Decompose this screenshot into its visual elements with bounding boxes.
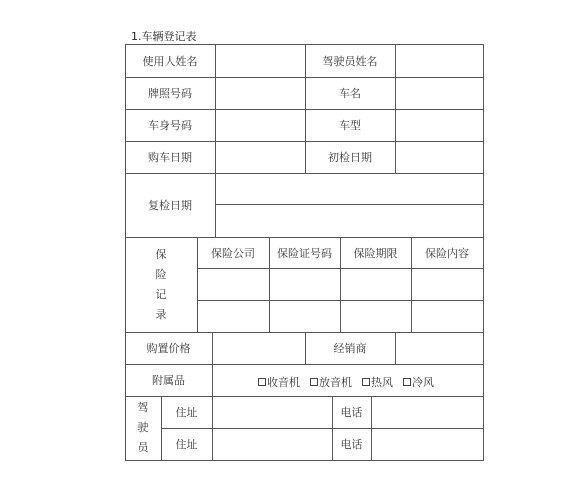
option-label: 放音机 bbox=[319, 376, 352, 389]
grid-line bbox=[212, 396, 213, 461]
label-phone-1: 电话 bbox=[340, 406, 363, 419]
label-accessories: 附属品 bbox=[152, 374, 185, 387]
grid-line bbox=[125, 460, 484, 461]
grid-line bbox=[215, 204, 484, 205]
label-char: 录 bbox=[155, 307, 167, 321]
label-body-no: 车身号码 bbox=[148, 119, 192, 132]
label-address-2: 住址 bbox=[175, 438, 198, 451]
header-insurance-company: 保险公司 bbox=[211, 246, 255, 260]
option-heater[interactable] bbox=[362, 374, 393, 390]
option-cassette[interactable] bbox=[310, 374, 352, 390]
header-insurance-content: 保险内容 bbox=[425, 246, 469, 260]
label-address-1: 住址 bbox=[175, 406, 198, 419]
checkbox-icon[interactable] bbox=[310, 378, 318, 386]
grid-line bbox=[215, 44, 216, 237]
label-char: 驶 bbox=[137, 421, 149, 434]
label-dealer: 经销商 bbox=[333, 342, 367, 355]
label-purchase-price: 购置价格 bbox=[146, 342, 191, 355]
checkbox-icon[interactable] bbox=[258, 378, 266, 386]
header-policy-number: 保险证号码 bbox=[277, 246, 332, 260]
label-driver-name: 驾驶员姓名 bbox=[322, 54, 378, 68]
label-phone-2: 电话 bbox=[340, 438, 363, 451]
grid-line bbox=[371, 396, 372, 461]
option-ac[interactable] bbox=[403, 374, 434, 390]
label-car-name: 车名 bbox=[339, 87, 361, 100]
grid-line bbox=[212, 332, 213, 396]
label-purchase-date: 购车日期 bbox=[148, 151, 192, 164]
label-char: 记 bbox=[155, 287, 167, 301]
option-radio[interactable] bbox=[258, 374, 300, 390]
label-char: 员 bbox=[137, 441, 149, 454]
grid-line bbox=[395, 44, 396, 173]
label-driver bbox=[125, 396, 161, 460]
label-char: 保 bbox=[155, 247, 167, 261]
option-label: 收音机 bbox=[267, 376, 300, 389]
label-first-inspection: 初检日期 bbox=[328, 151, 372, 164]
label-car-model: 车型 bbox=[339, 119, 361, 132]
label-char: 驾 bbox=[137, 401, 149, 414]
grid-line bbox=[395, 332, 396, 364]
header-insurance-period: 保险期限 bbox=[353, 246, 398, 260]
label-plate-no: 牌照号码 bbox=[148, 87, 192, 100]
label-reinspection: 复检日期 bbox=[148, 199, 192, 212]
option-label: 冷风 bbox=[412, 376, 434, 389]
checkbox-icon[interactable] bbox=[362, 378, 370, 386]
checkbox-icon[interactable] bbox=[403, 378, 411, 386]
grid-line bbox=[483, 44, 484, 461]
accessory-options bbox=[258, 374, 434, 390]
label-insurance-record bbox=[125, 237, 197, 332]
label-user-name: 使用人姓名 bbox=[142, 54, 198, 68]
label-char: 险 bbox=[155, 267, 167, 281]
option-label: 热风 bbox=[371, 376, 393, 389]
form-title: 1.车辆登记表 bbox=[131, 30, 197, 43]
